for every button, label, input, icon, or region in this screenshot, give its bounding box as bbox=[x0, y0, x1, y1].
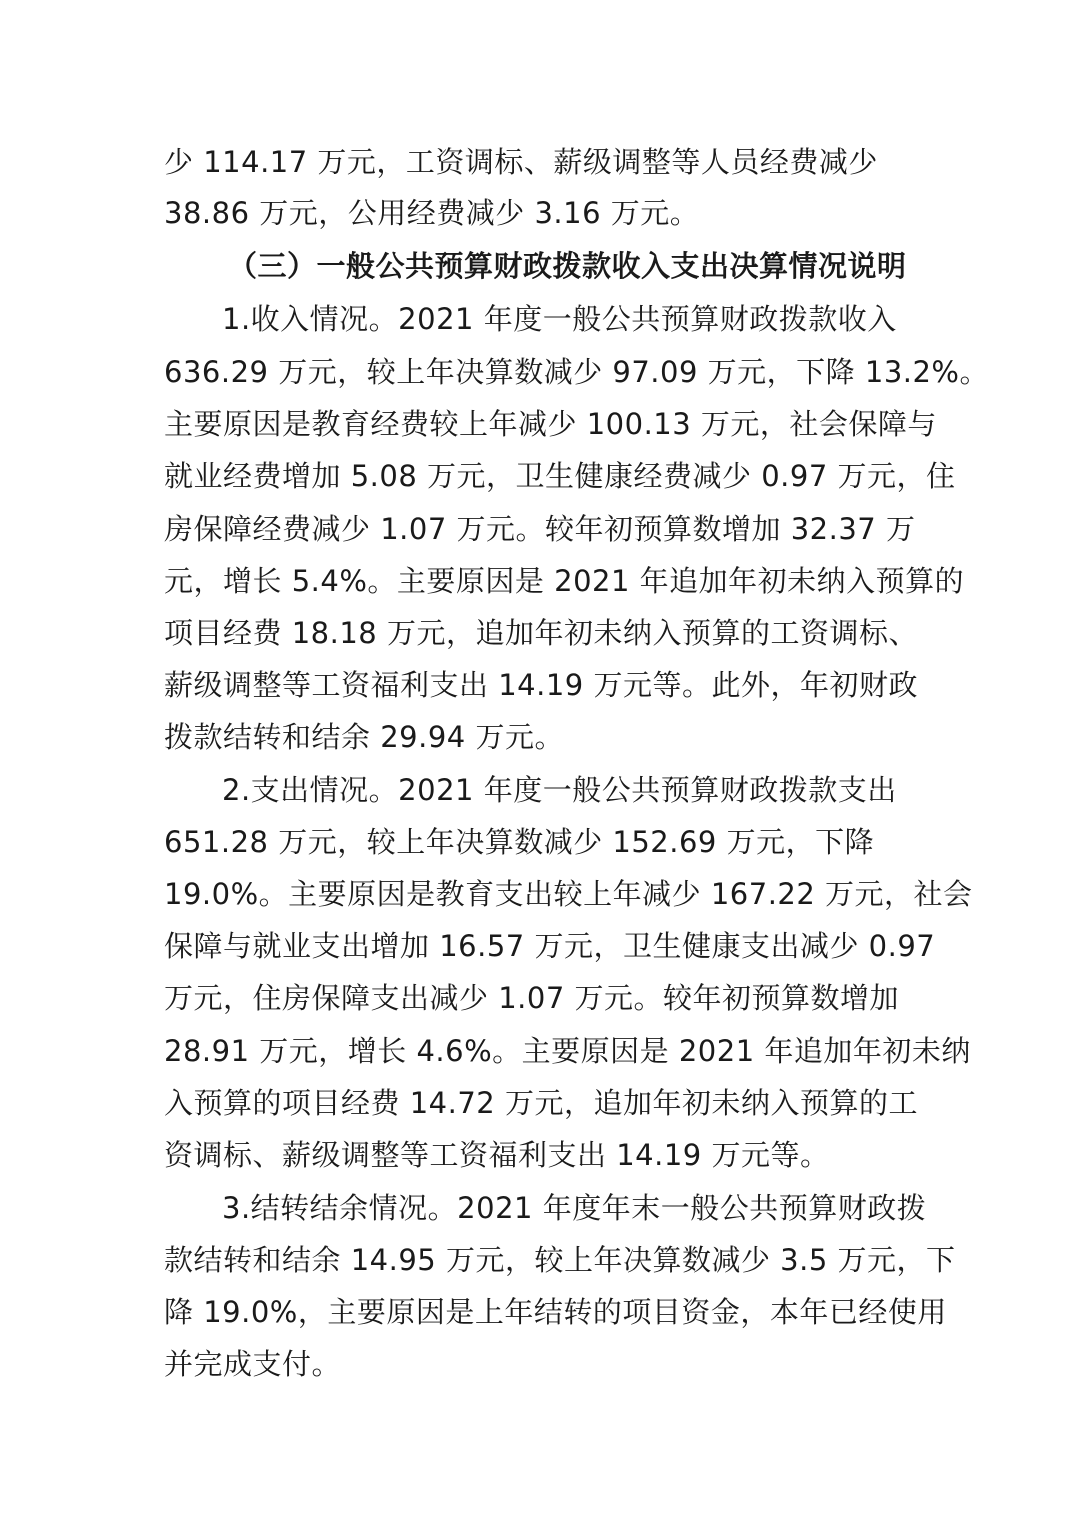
text-line: 保障与就业支出增加 16.57 万元，卫生健康支出减少 0.97 bbox=[164, 929, 936, 963]
text-line: 并完成支付。 bbox=[164, 1347, 342, 1381]
text-line: 19.0%。主要原因是教育支出较上年减少 167.22 万元，社会 bbox=[164, 877, 973, 911]
text-line: 38.86 万元，公用经费减少 3.16 万元。 bbox=[164, 196, 700, 230]
text-line: 万元，住房保障支出减少 1.07 万元。较年初预算数增加 bbox=[164, 981, 900, 1015]
text-line: 款结转和结余 14.95 万元，较上年决算数减少 3.5 万元，下 bbox=[164, 1243, 956, 1277]
paragraph-first-line: 2.支出情况。2021 年度一般公共预算财政拨款支出 bbox=[222, 773, 897, 807]
text-line: 拨款结转和结余 29.94 万元。 bbox=[164, 720, 564, 754]
text-line: 元，增长 5.4%。主要原因是 2021 年追加年初未纳入预算的 bbox=[164, 564, 965, 598]
text-line: 636.29 万元，较上年决算数减少 97.09 万元，下降 13.2%。 bbox=[164, 355, 989, 389]
text-line: 薪级调整等工资福利支出 14.19 万元等。此外，年初财政 bbox=[164, 668, 918, 702]
text-line: 房保障经费减少 1.07 万元。较年初预算数增加 32.37 万 bbox=[164, 512, 916, 546]
text-line: 28.91 万元，增长 4.6%。主要原因是 2021 年追加年初未纳 bbox=[164, 1034, 971, 1068]
text-line: 少 114.17 万元，工资调标、薪级调整等人员经费减少 bbox=[164, 145, 878, 179]
paragraph-first-line: 3.结转结余情况。2021 年度年末一般公共预算财政拨 bbox=[222, 1191, 927, 1225]
text-line: 651.28 万元，较上年决算数减少 152.69 万元，下降 bbox=[164, 825, 875, 859]
section-heading: （三）一般公共预算财政拨款收入支出决算情况说明 bbox=[228, 249, 907, 283]
text-line: 主要原因是教育经费较上年减少 100.13 万元，社会保障与 bbox=[164, 407, 937, 441]
text-line: 就业经费增加 5.08 万元，卫生健康经费减少 0.97 万元，住 bbox=[164, 459, 956, 493]
text-line: 入预算的项目经费 14.72 万元，追加年初未纳入预算的工 bbox=[164, 1086, 918, 1120]
paragraph-first-line: 1.收入情况。2021 年度一般公共预算财政拨款收入 bbox=[222, 302, 897, 336]
text-line: 项目经费 18.18 万元，追加年初未纳入预算的工资调标、 bbox=[164, 616, 918, 650]
text-line: 降 19.0%，主要原因是上年结转的项目资金，本年已经使用 bbox=[164, 1295, 947, 1329]
text-line: 资调标、薪级调整等工资福利支出 14.19 万元等。 bbox=[164, 1138, 830, 1172]
